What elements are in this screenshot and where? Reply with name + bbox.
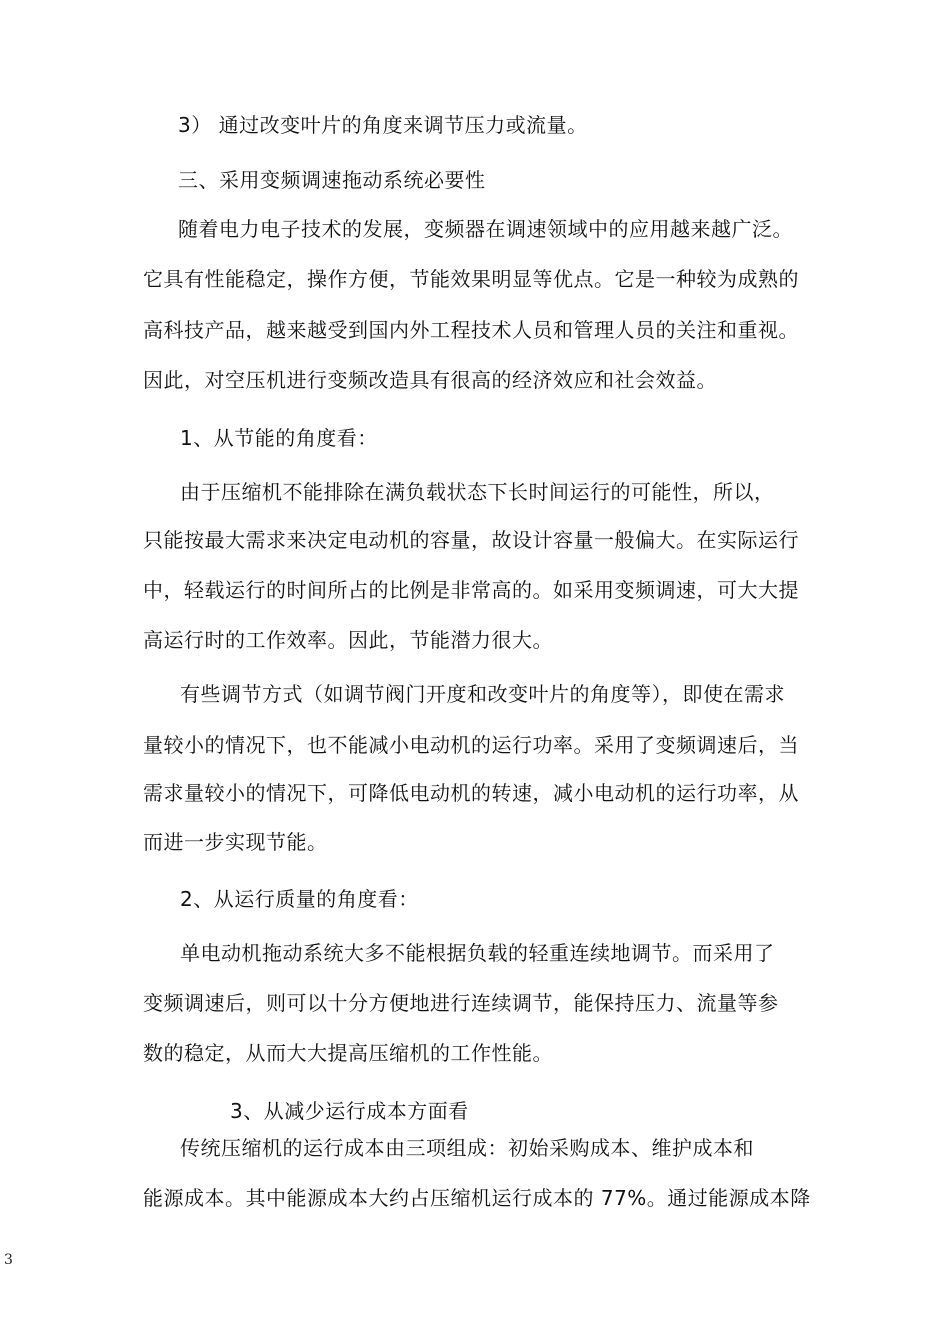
subheading-quality: 2、从运行质量的角度看： <box>180 887 419 911</box>
subheading-cost: 3、从减少运行成本方面看 <box>230 1099 469 1123</box>
section-heading-3: 三、采用变频调速拖动系统必要性 <box>178 168 486 192</box>
paragraph-line: 单电动机拖动系统大多不能根据负载的轻重连续地调节。而采用了 <box>180 941 775 965</box>
paragraph-line: 只能按最大需求来决定电动机的容量，故设计容量一般偏大。在实际运行 <box>143 528 799 552</box>
paragraph-line: 需求量较小的情况下，可降低电动机的转速，减小电动机的运行功率，从 <box>143 781 799 805</box>
paragraph-line: 量较小的情况下，也不能减小电动机的运行功率。采用了变频调速后，当 <box>143 733 799 757</box>
paragraph-line: 能源成本。其中能源成本大约占压缩机运行成本的 77%。通过能源成本降 <box>143 1186 811 1210</box>
paragraph-line: 数的稳定，从而大大提高压缩机的工作性能。 <box>143 1041 553 1065</box>
paragraph-line: 而进一步实现节能。 <box>143 830 328 854</box>
page-number: 3 <box>4 1252 13 1268</box>
paragraph-line: 变频调速后，则可以十分方便地进行连续调节，能保持压力、流量等参 <box>143 991 779 1015</box>
paragraph-line: 因此，对空压机进行变频改造具有很高的经济效应和社会效益。 <box>143 368 717 392</box>
paragraph-line: 中，轻载运行的时间所占的比例是非常高的。如采用变频调速，可大大提 <box>143 578 799 602</box>
paragraph-line: 传统压缩机的运行成本由三项组成：初始采购成本、维护成本和 <box>180 1136 754 1160</box>
paragraph-line: 随着电力电子技术的发展，变频器在调速领域中的应用越来越广泛。 <box>178 217 793 241</box>
paragraph-line: 高科技产品，越来越受到国内外工程技术人员和管理人员的关注和重视。 <box>143 318 799 342</box>
subheading-energy-saving: 1、从节能的角度看： <box>180 426 378 450</box>
paragraph-line: 由于压缩机不能排除在满负载状态下长时间运行的可能性，所以， <box>180 480 775 504</box>
paragraph-line: 它具有性能稳定，操作方便，节能效果明显等优点。它是一种较为成熟的 <box>143 267 799 291</box>
list-item-3: 3） 通过改变叶片的角度来调节压力或流量。 <box>178 113 588 137</box>
paragraph-line: 高运行时的工作效率。因此，节能潜力很大。 <box>143 628 553 652</box>
paragraph-line: 有些调节方式（如调节阀门开度和改变叶片的角度等），即使在需求 <box>180 682 785 706</box>
